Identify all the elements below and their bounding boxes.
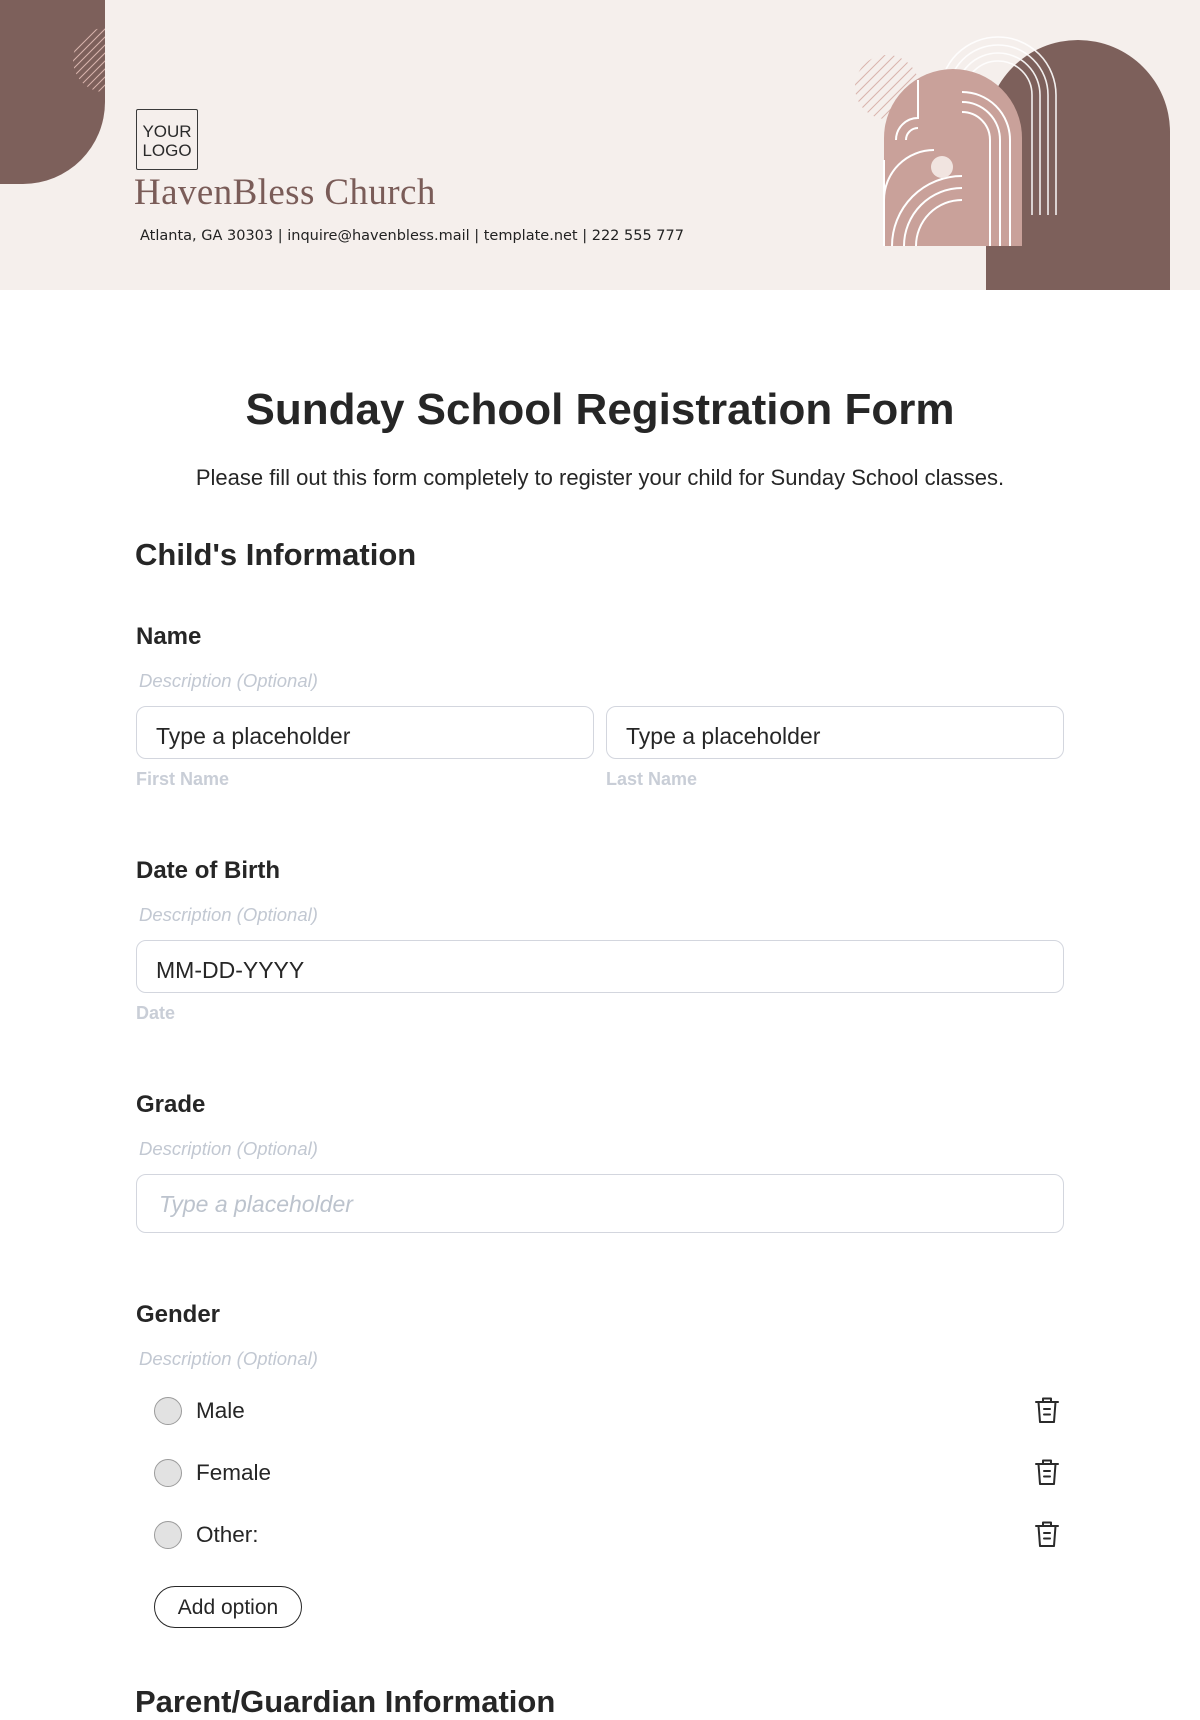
gender-label: Gender <box>136 1301 221 1328</box>
last-name-sublabel: Last Name <box>606 769 698 789</box>
grade-description: Description (Optional) <box>139 1138 318 1159</box>
first-name-input[interactable] <box>136 706 594 759</box>
dob-sublabel: Date <box>136 1003 176 1023</box>
name-label: Name <box>136 623 202 650</box>
section-heading-child-info: Child's Information <box>135 537 417 572</box>
dob-input-text: MM-DD-YYYY <box>156 957 305 983</box>
logo-text: YOUR LOGO <box>142 121 192 160</box>
trash-icon[interactable] <box>1034 1519 1060 1549</box>
trash-icon[interactable] <box>1034 1395 1060 1425</box>
last-name-input[interactable] <box>606 706 1064 759</box>
radio-button-male[interactable] <box>154 1397 182 1425</box>
first-name-input-text: Type a placeholder <box>156 723 351 749</box>
first-name-sublabel: First Name <box>136 769 230 789</box>
gender-option-other <box>154 1519 1060 1553</box>
dob-input[interactable] <box>136 940 1064 993</box>
contact-line: Atlanta, GA 30303 | inquire@havenbless.mail | template.net | 222 555 777 <box>140 228 684 244</box>
letterhead-banner <box>0 0 1200 290</box>
gender-option-male <box>154 1395 1060 1429</box>
section-heading-parent-info: Parent/Guardian Information <box>135 1684 556 1719</box>
radio-button-female[interactable] <box>154 1459 182 1487</box>
grade-input-placeholder: Type a placeholder <box>159 1191 353 1217</box>
decorative-arches-right <box>840 20 1200 290</box>
grade-label: Grade <box>136 1091 206 1118</box>
radio-label-male: Male <box>196 1398 245 1423</box>
grade-input[interactable] <box>136 1174 1064 1233</box>
gender-option-female <box>154 1457 1060 1491</box>
dob-label: Date of Birth <box>136 857 280 884</box>
add-option-button[interactable]: Add option <box>154 1586 302 1628</box>
form-intro: Please fill out this form completely to register your child for Sunday School classes. <box>195 465 1005 490</box>
radio-label-other: Other: <box>196 1522 259 1547</box>
form-title: Sunday School Registration Form <box>245 385 955 434</box>
last-name-input-text: Type a placeholder <box>626 723 821 749</box>
trash-icon[interactable] <box>1034 1457 1060 1487</box>
logo-placeholder <box>136 109 198 170</box>
church-name: HavenBless Church <box>134 172 436 213</box>
radio-label-female: Female <box>196 1460 272 1485</box>
dob-description: Description (Optional) <box>139 904 318 925</box>
name-description: Description (Optional) <box>139 670 318 691</box>
gender-description: Description (Optional) <box>139 1348 318 1369</box>
decorative-arc-left <box>0 0 105 184</box>
radio-button-other[interactable] <box>154 1521 182 1549</box>
